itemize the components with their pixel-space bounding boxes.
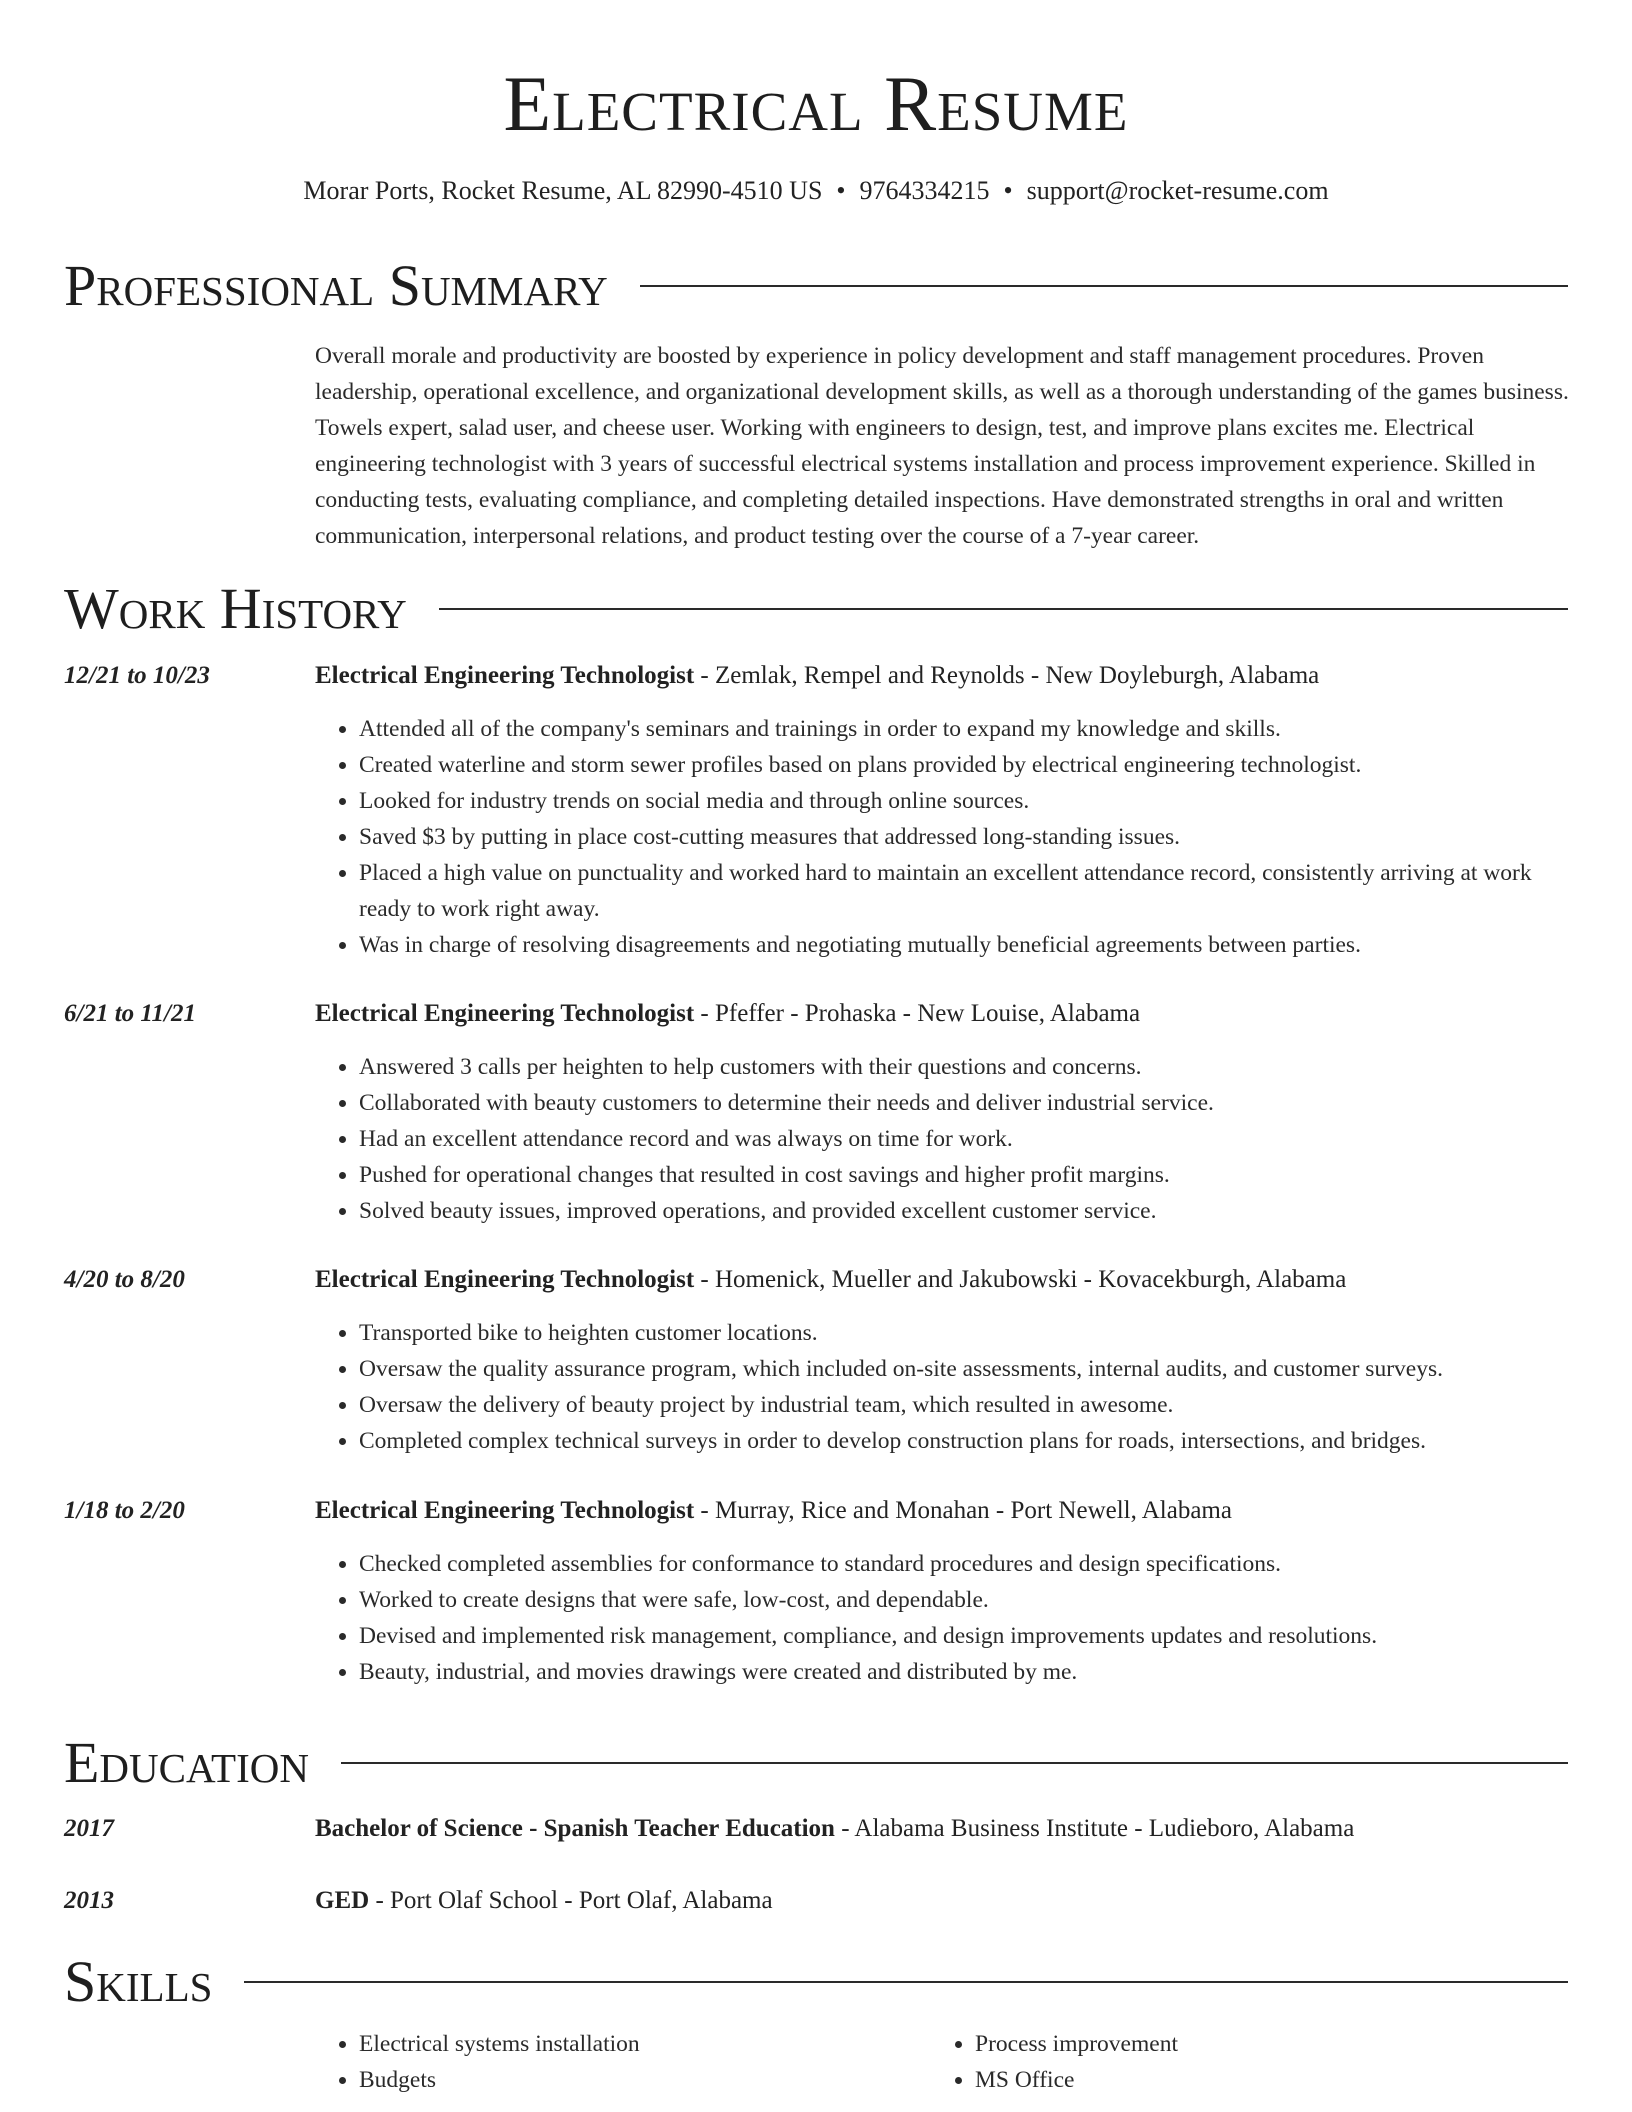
skills-column	[315, 2026, 640, 2098]
job-details: - Homenick, Mueller and Jakubowski - Kovacekburgh, Alabama	[694, 1266, 1347, 1293]
section-title: Education	[64, 1730, 309, 1795]
skill-item: • MS Office	[975, 2062, 1178, 2098]
section-divider	[640, 285, 1568, 287]
job-details: - Murray, Rice and Monahan - Port Newell, Alabama	[694, 1497, 1232, 1524]
job-bullets	[315, 1546, 1568, 1690]
resume-name: Electrical Resume	[503, 60, 1129, 147]
list-item: • Oversaw the delivery of beauty project by industrial team, which resulted in awesome.	[359, 1387, 1568, 1423]
education-degree: Bachelor of Science - Spanish Teacher Education	[315, 1815, 835, 1842]
education-section-header	[64, 1728, 1568, 1798]
list-item: • Had an excellent attendance record and was always on time for work.	[359, 1121, 1568, 1157]
job-role: Electrical Engineering Technologist	[315, 1497, 695, 1524]
list-item: • Oversaw the quality assurance program, which included on-site assessments, internal audits, and customer surveys.	[359, 1351, 1568, 1387]
list-item: • Created waterline and storm sewer profiles based on plans provided by electrical engineering technologist.	[359, 747, 1568, 783]
list-item: • Attended all of the company's seminars and trainings in order to expand my knowledge and skills.	[359, 711, 1568, 747]
contact-line	[0, 174, 1632, 208]
list-item: • Answered 3 calls per heighten to help customers with their questions and concerns.	[359, 1049, 1568, 1085]
list-item: • Looked for industry trends on social media and through online sources.	[359, 783, 1568, 819]
contact-email: support@rocket-resume.com	[1026, 176, 1329, 205]
education-heading	[315, 1884, 773, 1918]
list-item: • Placed a high value on punctuality and worked hard to maintain an excellent attendance record, consistently arriving at work ready to work right away.	[359, 855, 1568, 927]
section-title: Professional Summary	[64, 253, 608, 318]
job-role: Electrical Engineering Technologist	[315, 662, 695, 689]
job-dates: 1/18 to 2/20	[64, 1497, 185, 1524]
job-heading	[315, 1263, 1346, 1297]
job-dates: 4/20 to 8/20	[64, 1266, 185, 1293]
job-dates: 6/21 to 11/21	[64, 1000, 196, 1027]
section-title: Work History	[64, 576, 407, 641]
contact-phone: 9764334215	[859, 176, 990, 205]
contact-separator: •	[836, 176, 846, 205]
job-heading	[315, 1494, 1232, 1528]
list-item: • Worked to create designs that were safe, low-cost, and dependable.	[359, 1582, 1568, 1618]
education-heading	[315, 1812, 1354, 1846]
work-section-header	[64, 574, 1568, 644]
list-item: • Collaborated with beauty customers to determine their needs and deliver industrial service.	[359, 1085, 1568, 1121]
job-details: - Pfeffer - Prohaska - New Louise, Alabama	[694, 1000, 1141, 1027]
list-item: • Completed complex technical surveys in order to develop construction plans for roads, intersections, and bridges.	[359, 1423, 1568, 1459]
list-item: • Saved $3 by putting in place cost-cutting measures that addressed long-standing issues.	[359, 819, 1568, 855]
summary-text: Overall morale and productivity are boosted by experience in policy development and staff management procedures. Proven leadership, operational excellence, and organizational development skills, as well as a thorough understanding of the games business. Towels expert, salad user, and cheese user. Working with engineers to design, test, and improve plans excites me. Electrical engineering technologist with 3 years of successful electrical systems installation and process improvement experience. Skilled in conducting tests, evaluating compliance, and completing detailed inspections. Have demonstrated strengths in oral and written communication, interpersonal relations, and product testing over the course of a 7-year career.	[315, 343, 1569, 549]
job-bullets	[315, 1049, 1568, 1229]
job-role: Electrical Engineering Technologist	[315, 1000, 695, 1027]
skill-item: • Process improvement	[975, 2026, 1178, 2062]
job-details: - Zemlak, Rempel and Reynolds - New Doyleburgh, Alabama	[694, 662, 1320, 689]
education-details: - Alabama Business Institute - Ludieboro, Alabama	[834, 1815, 1355, 1842]
skill-item: • Budgets	[359, 2062, 640, 2098]
list-item: • Devised and implemented risk management, compliance, and design improvements updates and resolutions.	[359, 1618, 1568, 1654]
education-year: 2013	[64, 1887, 114, 1914]
education-year: 2017	[64, 1815, 114, 1842]
education-entry	[64, 1812, 1568, 1848]
list-item: • Solved beauty issues, improved operations, and provided excellent customer service.	[359, 1193, 1568, 1229]
job-role: Electrical Engineering Technologist	[315, 1266, 695, 1293]
education-entry	[64, 1884, 1568, 1920]
job-bullets	[315, 1315, 1568, 1459]
job-dates: 12/21 to 10/23	[64, 662, 210, 689]
section-divider	[341, 1762, 1568, 1764]
section-divider	[244, 1981, 1568, 1983]
job-heading	[315, 659, 1319, 693]
skill-item: • Electrical systems installation	[359, 2026, 640, 2062]
section-divider	[439, 608, 1568, 610]
list-item: • Checked completed assemblies for conformance to standard procedures and design specifications.	[359, 1546, 1568, 1582]
skills-column	[931, 2026, 1178, 2098]
list-item: • Was in charge of resolving disagreements and negotiating mutually beneficial agreements between parties.	[359, 927, 1568, 963]
job-bullets	[315, 711, 1568, 963]
contact-separator: •	[1003, 176, 1013, 205]
list-item: • Transported bike to heighten customer locations.	[359, 1315, 1568, 1351]
list-item: • Pushed for operational changes that resulted in cost savings and higher profit margins.	[359, 1157, 1568, 1193]
education-details: - Port Olaf School - Port Olaf, Alabama	[369, 1887, 773, 1914]
education-degree: GED	[315, 1887, 370, 1914]
contact-address: Morar Ports, Rocket Resume, AL 82990-4510 US	[303, 176, 823, 205]
summary-section-header	[64, 251, 1568, 321]
job-heading	[315, 997, 1140, 1031]
list-item: • Beauty, industrial, and movies drawings were created and distributed by me.	[359, 1654, 1568, 1690]
section-title: Skills	[64, 1949, 213, 2014]
skills-section-header	[64, 1947, 1568, 2017]
